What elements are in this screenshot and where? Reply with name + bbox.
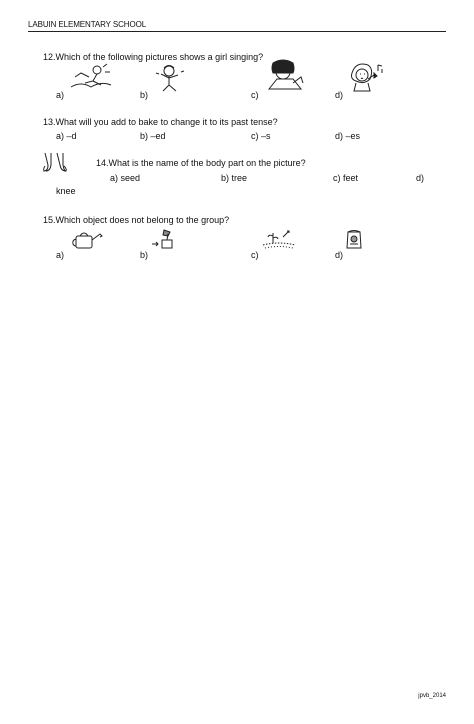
q14-option-c: c) feet (333, 173, 359, 183)
header-divider (28, 31, 446, 32)
child-jumping-icon (152, 63, 186, 93)
q15-option-a: a) (56, 250, 65, 260)
q13-option-a: a) –d (56, 131, 77, 141)
q12-option-d: d) (335, 90, 344, 100)
q15-option-b: b) (140, 250, 149, 260)
question-12: 12.Which of the following pictures shows a girl singing? (43, 52, 264, 62)
q13-option-c: c) –s (251, 131, 271, 141)
q12-option-c: c) (251, 90, 259, 100)
q15-option-c: c) (251, 250, 259, 260)
feet-icon (42, 151, 68, 173)
footer-credit: jpvb_2014 (418, 693, 446, 699)
watering-can-icon (70, 230, 104, 250)
q15-option-d: d) (335, 250, 344, 260)
q13-option-d: d) –es (335, 131, 361, 141)
school-header: LABUIN ELEMENTARY SCHOOL (28, 20, 147, 29)
child-riding-icon (67, 63, 113, 91)
question-14: 14.What is the name of the body part on the picture? (96, 158, 306, 168)
seedling-icon (261, 229, 297, 251)
q12-option-a: a) (56, 90, 65, 100)
question-15: 15.Which object does not belong to the group? (43, 215, 230, 225)
fertilizer-bag-icon (344, 228, 364, 250)
question-13: 13.What will you add to bake to change it to its past tense? (43, 117, 278, 127)
q14-option-b: b) tree (221, 173, 248, 183)
girl-singing-icon (346, 61, 386, 93)
boy-computer-icon (263, 59, 305, 93)
q14-option-a: a) seed (110, 173, 141, 183)
q13-option-b: b) –ed (140, 131, 166, 141)
q12-option-b: b) (140, 90, 149, 100)
q14-option-d: d) (416, 173, 425, 183)
q14-option-d-text: knee (56, 186, 76, 196)
potted-plant-icon (150, 228, 180, 250)
